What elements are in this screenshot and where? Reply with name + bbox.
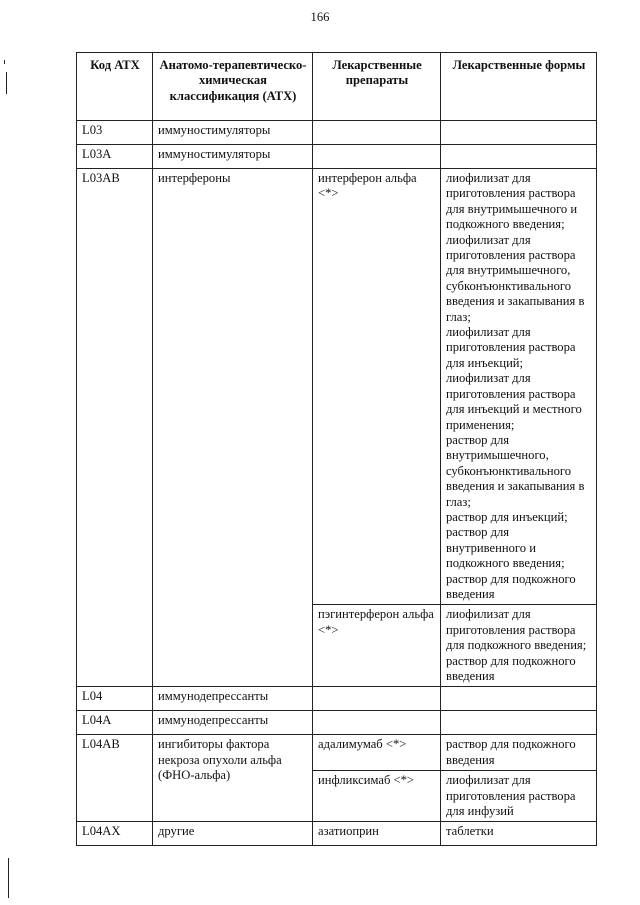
table-row xyxy=(77,121,597,145)
atx-table xyxy=(76,52,597,846)
atx-class-cell: иммуностимуляторы xyxy=(153,145,313,169)
dosage-form-line: раствор для подкожного введения xyxy=(446,653,576,683)
forms-cell xyxy=(441,169,597,605)
forms-cell xyxy=(441,711,597,735)
drug-cell: интерферон альфа <*> xyxy=(313,169,441,605)
forms-cell: раствор для подкожного введения xyxy=(441,735,597,771)
dosage-form-line: лиофилизат для приготовления раствора для инъекций; xyxy=(446,325,576,370)
forms-cell: таблетки xyxy=(441,822,597,846)
header-drugs: Лекарственные препараты xyxy=(313,53,441,121)
margin-mark-bottom xyxy=(8,858,9,898)
dosage-form-line: лиофилизат для приготовления раствора для внутримышечного, субконъюнктивального введения и закапывания в глаз; xyxy=(446,232,585,324)
drug-cell xyxy=(313,687,441,711)
atx-code-cell: L04AB xyxy=(77,735,153,822)
drug-cell xyxy=(313,145,441,169)
atx-class-cell: иммуностимуляторы xyxy=(153,121,313,145)
dosage-form-line: раствор для внутримышечного, субконъюнктивального введения и закапывания в глаз; xyxy=(446,432,585,509)
header-dosage-forms: Лекарственные формы xyxy=(441,53,597,121)
atx-code-cell: L04AX xyxy=(77,822,153,846)
dosage-form-line: лиофилизат для приготовления раствора для подкожного введения; xyxy=(446,607,587,653)
dosage-form-line: лиофилизат для приготовления раствора для внутримышечного и подкожного введения; xyxy=(446,171,578,232)
atx-code-cell: L03 xyxy=(77,121,153,145)
forms-cell xyxy=(441,687,597,711)
drug-cell: адалимумаб <*> xyxy=(313,735,441,771)
drug-cell: азатиоприн xyxy=(313,822,441,846)
drug-cell xyxy=(313,711,441,735)
dosage-form-line: лиофилизат для приготовления раствора для инъекций и местного применения; xyxy=(446,371,582,432)
table-row xyxy=(77,169,597,605)
atx-class-cell: иммунодепрессанты xyxy=(153,711,313,735)
atx-code-cell: L03AB xyxy=(77,169,153,687)
margin-mark-middle xyxy=(6,72,7,94)
table-row xyxy=(77,735,597,771)
atx-code-cell: L03A xyxy=(77,145,153,169)
dosage-form-line: раствор для внутривенного и подкожного введения; xyxy=(446,525,565,571)
atx-code-cell: L04 xyxy=(77,687,153,711)
page-number: 166 xyxy=(310,10,330,24)
atx-class-cell: другие xyxy=(153,822,313,846)
forms-cell xyxy=(441,121,597,145)
table-row xyxy=(77,822,597,846)
table-header-row xyxy=(77,53,597,121)
drug-cell: пэгинтерферон альфа <*> xyxy=(313,605,441,687)
table-row xyxy=(77,145,597,169)
forms-cell: лиофилизат для приготовления раствора для инфузий xyxy=(441,771,597,822)
drug-cell: инфликсимаб <*> xyxy=(313,771,441,822)
atx-code-cell: L04A xyxy=(77,711,153,735)
dosage-form-line: раствор для инъекций; xyxy=(446,509,568,524)
atx-class-cell: интерфероны xyxy=(153,169,313,687)
table-row xyxy=(77,711,597,735)
dosage-form-line: раствор для подкожного введения xyxy=(446,571,576,601)
atx-class-cell: иммунодепрессанты xyxy=(153,687,313,711)
forms-cell xyxy=(441,145,597,169)
drug-cell xyxy=(313,121,441,145)
header-atx-classification: Анатомо-терапевтическо-химическая классификация (АТХ) xyxy=(153,53,313,121)
table-row xyxy=(77,687,597,711)
forms-cell xyxy=(441,605,597,687)
atx-class-cell: ингибиторы фактора некроза опухоли альфа (ФНО-альфа) xyxy=(153,735,313,822)
margin-mark-top xyxy=(4,60,5,64)
header-atx-code: Код АТХ xyxy=(77,53,153,121)
